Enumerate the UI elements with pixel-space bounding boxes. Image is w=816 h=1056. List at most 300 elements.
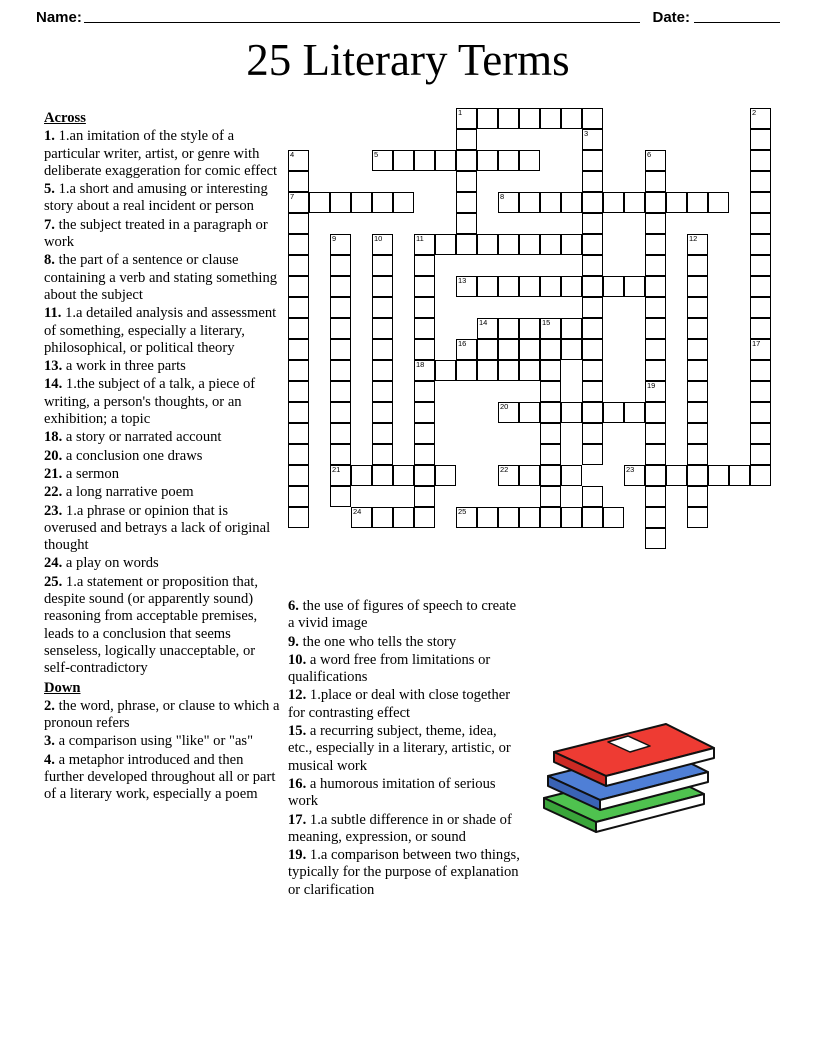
- grid-cell[interactable]: [414, 150, 435, 171]
- grid-cell[interactable]: [645, 171, 666, 192]
- grid-cell[interactable]: [372, 381, 393, 402]
- grid-cell-numbered[interactable]: [456, 276, 477, 297]
- grid-cell-number: 18: [416, 360, 425, 369]
- grid-cell[interactable]: [330, 318, 351, 339]
- clue-text: a long narrative poem: [62, 484, 194, 501]
- down-clue-16: [288, 776, 524, 811]
- clue-text: 1.an imitation of the style of a particular writer, artist, or genre with deliberate exaggeration for comic effect: [44, 128, 278, 179]
- grid-cell[interactable]: [414, 402, 435, 423]
- grid-cell[interactable]: [687, 507, 708, 528]
- grid-cell[interactable]: [687, 339, 708, 360]
- grid-cell[interactable]: [645, 486, 666, 507]
- grid-cell[interactable]: [582, 108, 603, 129]
- grid-cell[interactable]: [456, 234, 477, 255]
- clue-text: a metaphor introduced and then further developed throughout all or part of a literary work, especially a poem: [44, 751, 276, 803]
- grid-cell[interactable]: [624, 276, 645, 297]
- across-heading: Across: [44, 110, 86, 126]
- grid-cell[interactable]: [414, 276, 435, 297]
- grid-cell[interactable]: [540, 339, 561, 360]
- grid-cell[interactable]: [288, 297, 309, 318]
- grid-cell[interactable]: [519, 192, 540, 213]
- grid-cell[interactable]: [414, 381, 435, 402]
- grid-cell[interactable]: [498, 339, 519, 360]
- grid-cell[interactable]: [330, 255, 351, 276]
- grid-cell[interactable]: [372, 276, 393, 297]
- grid-cell[interactable]: [330, 402, 351, 423]
- grid-cell-numbered[interactable]: [456, 507, 477, 528]
- grid-cell-number: 3: [584, 129, 589, 138]
- grid-cell[interactable]: [561, 402, 582, 423]
- grid-cell-number: 9: [332, 234, 337, 243]
- clue-text: a humorous imitation of serious work: [288, 775, 496, 810]
- grid-cell-number: 16: [458, 339, 467, 348]
- clue-number: 6.: [288, 598, 299, 614]
- grid-cell[interactable]: [687, 318, 708, 339]
- grid-cell[interactable]: [288, 444, 309, 465]
- grid-cell[interactable]: [624, 192, 645, 213]
- grid-cell[interactable]: [561, 318, 582, 339]
- grid-cell[interactable]: [645, 234, 666, 255]
- grid-cell[interactable]: [414, 507, 435, 528]
- grid-cell-numbered[interactable]: [540, 318, 561, 339]
- grid-cell[interactable]: [456, 192, 477, 213]
- grid-cell[interactable]: [750, 213, 771, 234]
- grid-cell-numbered[interactable]: [456, 339, 477, 360]
- grid-cell[interactable]: [372, 507, 393, 528]
- grid-cell[interactable]: [372, 402, 393, 423]
- grid-cell[interactable]: [750, 402, 771, 423]
- grid-cell[interactable]: [288, 339, 309, 360]
- grid-cell[interactable]: [498, 276, 519, 297]
- grid-cell-number: 15: [542, 318, 551, 327]
- grid-cell[interactable]: [582, 381, 603, 402]
- grid-cell-numbered[interactable]: [750, 339, 771, 360]
- grid-cell[interactable]: [687, 423, 708, 444]
- grid-cell[interactable]: [519, 108, 540, 129]
- across-clue-7: [44, 217, 284, 252]
- grid-cell[interactable]: [330, 360, 351, 381]
- grid-cell[interactable]: [372, 255, 393, 276]
- grid-cell[interactable]: [477, 150, 498, 171]
- clue-number: 9.: [288, 633, 299, 650]
- grid-cell[interactable]: [582, 171, 603, 192]
- grid-cell[interactable]: [603, 192, 624, 213]
- grid-cell[interactable]: [351, 192, 372, 213]
- grid-cell-number: 5: [374, 150, 379, 159]
- clue-number: 23.: [44, 502, 63, 519]
- clue-text: the subject treated in a paragraph or work: [44, 216, 268, 251]
- grid-cell[interactable]: [624, 402, 645, 423]
- grid-cell[interactable]: [687, 381, 708, 402]
- grid-cell[interactable]: [750, 360, 771, 381]
- grid-cell[interactable]: [393, 507, 414, 528]
- grid-cell[interactable]: [393, 192, 414, 213]
- grid-cell[interactable]: [582, 213, 603, 234]
- grid-cell[interactable]: [288, 465, 309, 486]
- grid-cell[interactable]: [288, 318, 309, 339]
- grid-cell[interactable]: [603, 276, 624, 297]
- grid-cell[interactable]: [477, 108, 498, 129]
- down-clue-19: [288, 847, 524, 899]
- grid-cell-numbered[interactable]: [645, 150, 666, 171]
- grid-cell[interactable]: [687, 465, 708, 486]
- grid-cell-numbered[interactable]: [330, 234, 351, 255]
- grid-cell-numbered[interactable]: [498, 465, 519, 486]
- grid-cell[interactable]: [414, 444, 435, 465]
- across-clue-1: [44, 128, 284, 180]
- clue-number: 1.: [44, 128, 55, 145]
- grid-cell[interactable]: [435, 465, 456, 486]
- across-clue-11: [44, 305, 284, 357]
- grid-cell-numbered[interactable]: [498, 192, 519, 213]
- down-clue-2: [44, 698, 284, 733]
- grid-cell[interactable]: [582, 276, 603, 297]
- grid-cell[interactable]: [414, 423, 435, 444]
- grid-cell[interactable]: [288, 255, 309, 276]
- date-input-line[interactable]: [694, 10, 780, 23]
- grid-cell-numbered[interactable]: [477, 318, 498, 339]
- grid-cell[interactable]: [750, 171, 771, 192]
- grid-cell[interactable]: [750, 381, 771, 402]
- grid-cell[interactable]: [540, 402, 561, 423]
- grid-cell[interactable]: [582, 297, 603, 318]
- across-clue-22: [44, 484, 284, 501]
- grid-cell[interactable]: [645, 465, 666, 486]
- grid-cell-numbered[interactable]: [288, 192, 309, 213]
- clue-number: 14.: [44, 376, 63, 393]
- grid-cell[interactable]: [645, 360, 666, 381]
- clue-text: a conclusion one draws: [62, 447, 203, 464]
- clue-text: a comparison using "like" or "as": [54, 733, 254, 750]
- grid-cell[interactable]: [603, 402, 624, 423]
- grid-cell[interactable]: [498, 234, 519, 255]
- grid-cell[interactable]: [687, 192, 708, 213]
- across-clue-25: [44, 574, 284, 678]
- grid-cell[interactable]: [435, 150, 456, 171]
- grid-cell[interactable]: [666, 192, 687, 213]
- grid-cell[interactable]: [645, 444, 666, 465]
- grid-cell[interactable]: [645, 297, 666, 318]
- grid-cell[interactable]: [582, 192, 603, 213]
- clue-number: 25.: [44, 573, 63, 590]
- grid-cell[interactable]: [687, 276, 708, 297]
- grid-cell[interactable]: [372, 339, 393, 360]
- grid-cell[interactable]: [540, 444, 561, 465]
- down-clue-list-left: [44, 698, 284, 804]
- grid-cell[interactable]: [330, 297, 351, 318]
- grid-cell-numbered[interactable]: [288, 150, 309, 171]
- grid-cell-number: 1: [458, 108, 463, 117]
- grid-cell[interactable]: [582, 318, 603, 339]
- clue-text: 1.a short and amusing or interesting story about a real incident or person: [44, 181, 268, 215]
- grid-cell-number: 10: [374, 234, 383, 243]
- grid-cell-number: 8: [500, 192, 505, 201]
- grid-cell[interactable]: [414, 255, 435, 276]
- grid-cell[interactable]: [288, 507, 309, 528]
- grid-cell[interactable]: [603, 507, 624, 528]
- grid-cell[interactable]: [645, 318, 666, 339]
- grid-cell[interactable]: [540, 360, 561, 381]
- grid-cell[interactable]: [372, 360, 393, 381]
- grid-cell[interactable]: [561, 108, 582, 129]
- grid-cell-numbered[interactable]: [750, 108, 771, 129]
- grid-cell[interactable]: [330, 276, 351, 297]
- grid-cell[interactable]: [372, 192, 393, 213]
- clue-number: 5.: [44, 181, 55, 198]
- grid-cell[interactable]: [477, 507, 498, 528]
- student-info-row: [36, 0, 780, 26]
- grid-cell-number: 12: [689, 234, 698, 243]
- grid-cell[interactable]: [519, 234, 540, 255]
- grid-cell[interactable]: [456, 171, 477, 192]
- grid-cell[interactable]: [750, 276, 771, 297]
- down-clue-3: [44, 733, 284, 750]
- grid-cell-numbered[interactable]: [687, 234, 708, 255]
- grid-cell[interactable]: [498, 507, 519, 528]
- grid-cell[interactable]: [540, 108, 561, 129]
- grid-cell[interactable]: [540, 507, 561, 528]
- clues-column-left: [44, 110, 284, 805]
- grid-cell[interactable]: [288, 276, 309, 297]
- grid-cell[interactable]: [708, 465, 729, 486]
- grid-cell[interactable]: [456, 129, 477, 150]
- grid-cell[interactable]: [582, 234, 603, 255]
- grid-cell[interactable]: [519, 318, 540, 339]
- grid-cell[interactable]: [645, 507, 666, 528]
- grid-cell-number: 11: [416, 234, 424, 243]
- grid-cell[interactable]: [414, 318, 435, 339]
- grid-cell[interactable]: [498, 360, 519, 381]
- grid-cell[interactable]: [372, 297, 393, 318]
- grid-cell[interactable]: [519, 339, 540, 360]
- grid-cell[interactable]: [666, 465, 687, 486]
- down-clue-10: [288, 652, 524, 687]
- grid-cell[interactable]: [750, 297, 771, 318]
- grid-cell-number: 17: [752, 339, 761, 348]
- grid-cell[interactable]: [456, 360, 477, 381]
- grid-cell-number: 13: [458, 276, 467, 285]
- grid-cell[interactable]: [750, 444, 771, 465]
- grid-cell[interactable]: [372, 318, 393, 339]
- grid-cell-numbered[interactable]: [372, 234, 393, 255]
- grid-cell[interactable]: [582, 507, 603, 528]
- clue-text: 1.a comparison between two things, typically for the purpose of explanation or clarification: [288, 847, 520, 898]
- grid-cell-number: 20: [500, 402, 509, 411]
- grid-cell[interactable]: [393, 465, 414, 486]
- grid-cell[interactable]: [288, 234, 309, 255]
- across-clue-20: [44, 448, 284, 465]
- grid-cell[interactable]: [645, 423, 666, 444]
- grid-cell[interactable]: [456, 213, 477, 234]
- grid-cell[interactable]: [288, 213, 309, 234]
- grid-cell[interactable]: [288, 381, 309, 402]
- grid-cell[interactable]: [435, 234, 456, 255]
- grid-cell[interactable]: [498, 108, 519, 129]
- grid-cell[interactable]: [750, 318, 771, 339]
- name-input-line[interactable]: [84, 10, 641, 23]
- clue-number: 8.: [44, 252, 55, 269]
- grid-cell[interactable]: [477, 276, 498, 297]
- grid-cell[interactable]: [456, 150, 477, 171]
- grid-cell[interactable]: [330, 486, 351, 507]
- clue-text: 1.a phrase or opinion that is overused and betrays a lack of original thought: [44, 502, 271, 554]
- grid-cell[interactable]: [288, 360, 309, 381]
- grid-cell-numbered[interactable]: [414, 360, 435, 381]
- grid-cell[interactable]: [519, 276, 540, 297]
- grid-cell[interactable]: [540, 486, 561, 507]
- grid-cell-number: 14: [479, 318, 488, 327]
- grid-cell[interactable]: [477, 234, 498, 255]
- clue-number: 20.: [44, 447, 63, 464]
- across-clue-18: [44, 429, 284, 446]
- grid-cell[interactable]: [750, 255, 771, 276]
- grid-cell-numbered[interactable]: [330, 465, 351, 486]
- grid-cell[interactable]: [498, 318, 519, 339]
- down-clue-12: [288, 687, 524, 722]
- across-clue-8: [44, 252, 284, 304]
- grid-cell[interactable]: [330, 423, 351, 444]
- grid-cell[interactable]: [540, 276, 561, 297]
- grid-cell[interactable]: [645, 255, 666, 276]
- grid-cell[interactable]: [750, 129, 771, 150]
- clue-text: a sermon: [62, 465, 119, 482]
- crossword-grid[interactable]: [288, 108, 778, 588]
- grid-cell-number: 21: [332, 465, 341, 474]
- grid-cell[interactable]: [561, 192, 582, 213]
- grid-cell[interactable]: [582, 444, 603, 465]
- grid-cell-numbered[interactable]: [351, 507, 372, 528]
- grid-cell[interactable]: [750, 423, 771, 444]
- clue-text: the part of a sentence or clause containing a verb and stating something about the subject: [44, 252, 278, 303]
- grid-cell[interactable]: [561, 276, 582, 297]
- grid-cell[interactable]: [687, 402, 708, 423]
- grid-cell[interactable]: [519, 360, 540, 381]
- grid-cell[interactable]: [519, 507, 540, 528]
- grid-cell[interactable]: [519, 402, 540, 423]
- grid-cell[interactable]: [582, 423, 603, 444]
- clue-number: 18.: [44, 429, 63, 446]
- grid-cell[interactable]: [561, 234, 582, 255]
- grid-cell-number: 19: [647, 381, 656, 390]
- grid-cell[interactable]: [582, 150, 603, 171]
- clue-text: 1.a subtle difference in or shade of meaning, expression, or sound: [288, 811, 512, 845]
- down-clue-list-middle: [288, 598, 524, 899]
- clue-text: a story or narrated account: [62, 429, 222, 446]
- clue-number: 4.: [44, 751, 55, 768]
- clue-text: 1.a detailed analysis and assessment of something, especially a literary, philosophical, or political theory: [44, 305, 277, 356]
- grid-cell[interactable]: [414, 465, 435, 486]
- grid-cell[interactable]: [582, 360, 603, 381]
- grid-cell[interactable]: [372, 444, 393, 465]
- grid-cell-numbered[interactable]: [456, 108, 477, 129]
- grid-cell[interactable]: [540, 234, 561, 255]
- grid-cell[interactable]: [435, 360, 456, 381]
- clue-number: 17.: [288, 811, 307, 828]
- grid-cell[interactable]: [288, 486, 309, 507]
- grid-cell[interactable]: [414, 486, 435, 507]
- grid-cell[interactable]: [393, 150, 414, 171]
- clue-number: 12.: [288, 687, 307, 704]
- grid-cell[interactable]: [582, 486, 603, 507]
- grid-cell[interactable]: [645, 276, 666, 297]
- grid-cell[interactable]: [330, 381, 351, 402]
- grid-cell[interactable]: [645, 213, 666, 234]
- grid-cell[interactable]: [708, 192, 729, 213]
- grid-cell[interactable]: [414, 339, 435, 360]
- clue-text: 1.a statement or proposition that, despite sound (or apparently sound) reasoning from acceptable premises, leads to a conclusion that seems senseless, logically unacceptable, or self-contradictory: [44, 573, 259, 677]
- grid-cell[interactable]: [687, 297, 708, 318]
- grid-cell[interactable]: [729, 465, 750, 486]
- grid-cell[interactable]: [561, 465, 582, 486]
- grid-cell[interactable]: [540, 423, 561, 444]
- grid-cell[interactable]: [750, 234, 771, 255]
- grid-cell[interactable]: [687, 444, 708, 465]
- grid-cell[interactable]: [561, 507, 582, 528]
- grid-cell[interactable]: [561, 339, 582, 360]
- grid-cell[interactable]: [687, 486, 708, 507]
- across-clue-24: [44, 555, 284, 572]
- grid-cell[interactable]: [309, 192, 330, 213]
- grid-cell[interactable]: [582, 402, 603, 423]
- grid-cell[interactable]: [645, 402, 666, 423]
- grid-cell[interactable]: [330, 444, 351, 465]
- grid-cell[interactable]: [477, 360, 498, 381]
- down-heading: Down: [44, 679, 81, 696]
- grid-cell[interactable]: [372, 465, 393, 486]
- grid-cell[interactable]: [750, 150, 771, 171]
- down-clue-17: [288, 812, 524, 847]
- grid-cell[interactable]: [645, 192, 666, 213]
- grid-cell[interactable]: [750, 192, 771, 213]
- grid-cell[interactable]: [540, 465, 561, 486]
- grid-cell-numbered[interactable]: [414, 234, 435, 255]
- grid-cell-numbered[interactable]: [498, 402, 519, 423]
- grid-cell[interactable]: [372, 423, 393, 444]
- down-clue-6: [288, 598, 524, 633]
- clue-number: 11.: [44, 305, 62, 322]
- grid-cell[interactable]: [645, 528, 666, 549]
- grid-cell[interactable]: [540, 381, 561, 402]
- grid-cell[interactable]: [687, 360, 708, 381]
- grid-cell[interactable]: [582, 255, 603, 276]
- grid-cell-numbered[interactable]: [645, 381, 666, 402]
- grid-cell-numbered[interactable]: [624, 465, 645, 486]
- grid-cell[interactable]: [519, 150, 540, 171]
- grid-cell[interactable]: [288, 171, 309, 192]
- clue-text: a play on words: [62, 555, 159, 572]
- grid-cell[interactable]: [645, 339, 666, 360]
- grid-cell[interactable]: [288, 423, 309, 444]
- grid-cell[interactable]: [330, 339, 351, 360]
- grid-cell[interactable]: [519, 465, 540, 486]
- grid-cell[interactable]: [540, 192, 561, 213]
- grid-cell-number: 6: [647, 150, 652, 159]
- grid-cell-numbered[interactable]: [372, 150, 393, 171]
- grid-cell[interactable]: [498, 150, 519, 171]
- grid-cell-number: 25: [458, 507, 467, 516]
- grid-cell[interactable]: [750, 465, 771, 486]
- grid-cell-numbered[interactable]: [582, 129, 603, 150]
- grid-cell[interactable]: [330, 192, 351, 213]
- grid-cell[interactable]: [351, 465, 372, 486]
- grid-cell[interactable]: [414, 297, 435, 318]
- grid-cell[interactable]: [582, 339, 603, 360]
- grid-cell[interactable]: [687, 255, 708, 276]
- grid-cell[interactable]: [288, 402, 309, 423]
- grid-cell[interactable]: [477, 339, 498, 360]
- clue-number: 22.: [44, 484, 63, 501]
- clue-number: 3.: [44, 733, 55, 750]
